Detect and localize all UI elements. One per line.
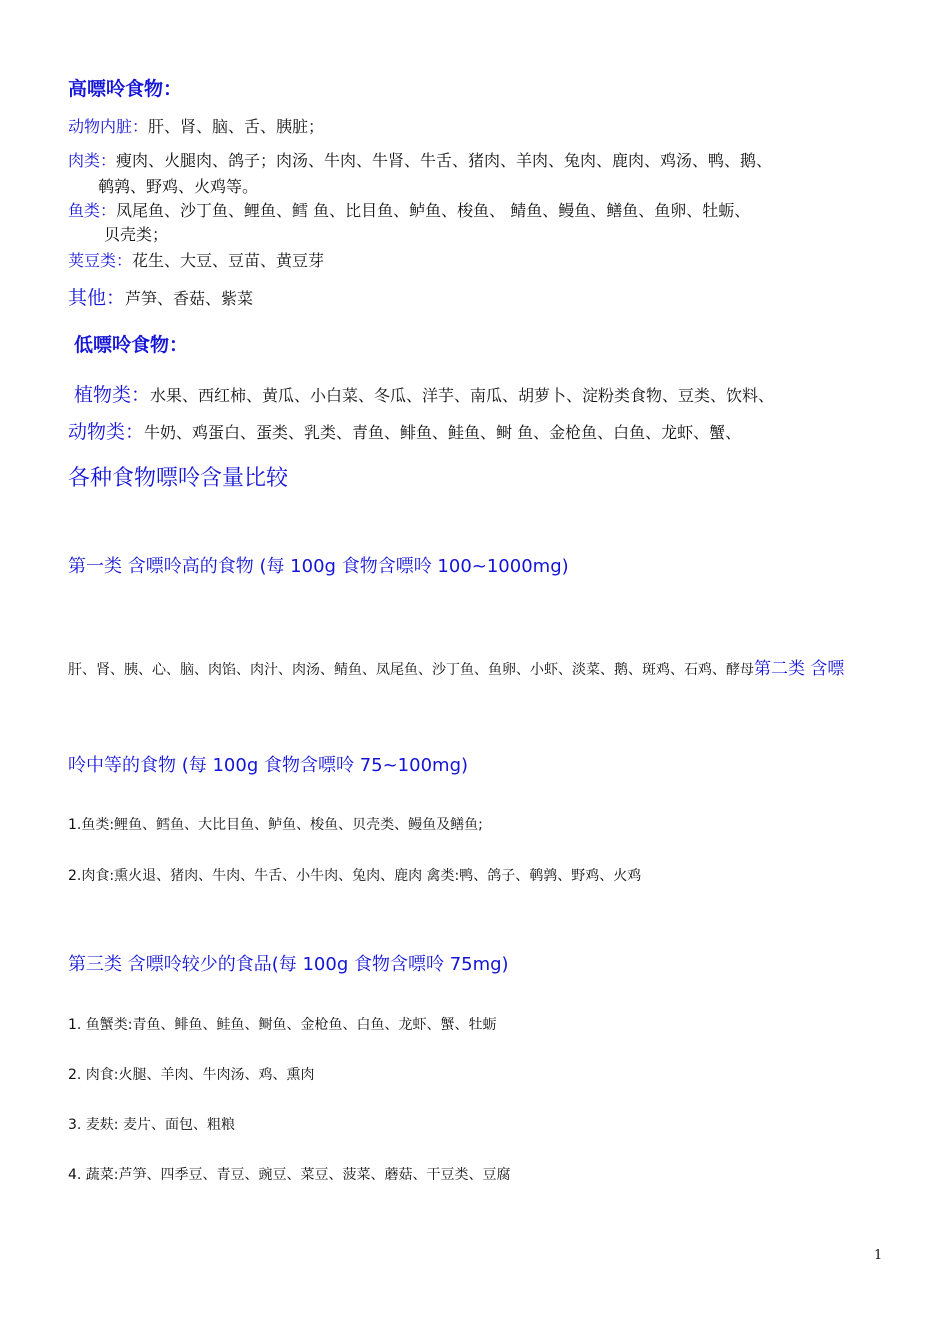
animal-label: 动物类： (68, 421, 145, 443)
fish-text-continued: 贝壳类； (104, 225, 169, 244)
category-1-heading: 第一类 含嘌呤高的食物 (每 100g 食物含嘌呤 100~1000mg) (68, 556, 569, 577)
organs-line (68, 114, 324, 137)
other-text: 芦笋、香菇、紫菜 (125, 289, 254, 308)
fish-text: 凤尾鱼、沙丁鱼、鲤鱼、鳕 鱼、比目鱼、鲈鱼、梭鱼、 鲭鱼、鳗鱼、鳝鱼、鱼卵、牡蛎、 (116, 201, 751, 220)
other-line (68, 283, 253, 310)
category-1-line (68, 654, 844, 679)
category-3-item-4: 4. 蔬菜:芦笋、四季豆、青豆、豌豆、菜豆、菠菜、蘑菇、干豆类、豆腐 (68, 1167, 511, 1183)
plant-text: 水果、西红柿、黄瓜、小白菜、冬瓜、洋芋、南瓜、胡萝卜、淀粉类食物、豆类、饮料、 (150, 386, 775, 405)
plant-label: 植物类： (74, 384, 151, 406)
organs-text: 肝、肾、脑、舌、胰脏； (148, 117, 325, 136)
page-number: 1 (874, 1248, 883, 1263)
beans-label: 荚豆类： (68, 251, 133, 270)
other-label: 其他： (68, 287, 126, 309)
fish-label: 鱼类： (68, 201, 117, 220)
category-3-item-3: 3. 麦麸: 麦片、面包、粗粮 (68, 1117, 235, 1133)
category-2-heading: 呤中等的食物 (每 100g 食物含嘌呤 75~100mg) (68, 755, 469, 776)
meat-label: 肉类： (68, 151, 117, 170)
category-3-heading: 第三类 含嘌呤较少的食品(每 100g 食物含嘌呤 75mg) (68, 954, 509, 975)
meat-line (68, 148, 772, 171)
category-2-heading-start: 第二类 含嘌 (754, 659, 845, 679)
comparison-title: 各种食物嘌呤含量比较 (68, 466, 289, 491)
animal-text: 牛奶、鸡蛋白、蛋类、乳类、青鱼、鲱鱼、鲑鱼、鲥 鱼、金枪鱼、白鱼、龙虾、蟹、 (144, 423, 742, 442)
beans-text: 花生、大豆、豆苗、黄豆芽 (132, 251, 325, 270)
meat-text-continued: 鹌鹑、野鸡、火鸡等。 (98, 177, 259, 196)
low-purine-title: 低嘌呤食物： (74, 334, 189, 356)
plant-line (74, 380, 774, 407)
category-2-item-2: 2.肉食:熏火退、猪肉、牛肉、牛舌、小牛肉、兔肉、鹿肉 禽类:鸭、鸽子、鹌鹑、野鸡、火鸡 (68, 868, 642, 884)
animal-line (68, 417, 741, 444)
high-purine-title: 高嘌呤食物： (68, 78, 183, 100)
organs-label: 动物内脏： (68, 117, 149, 136)
category-2-item-1: 1.鱼类:鲤鱼、鳕鱼、大比目鱼、鲈鱼、梭鱼、贝壳类、鳗鱼及鳝鱼; (68, 817, 483, 833)
meat-text: 瘦肉、火腿肉、鸽子；肉汤、牛肉、牛肾、牛舌、猪肉、羊肉、兔肉、鹿肉、鸡汤、鸭、鹅、 (116, 151, 773, 170)
beans-line (68, 248, 324, 271)
category-1-foods: 肝、肾、胰、心、脑、肉馅、肉汁、肉汤、鲭鱼、凤尾鱼、沙丁鱼、鱼卵、小虾、淡菜、鹅、斑鸡、石鸡、酵母 (68, 662, 754, 678)
category-3-item-1: 1. 鱼蟹类:青鱼、鲱鱼、鲑鱼、鲥鱼、金枪鱼、白鱼、龙虾、蟹、牡蛎 (68, 1017, 497, 1033)
fish-line (68, 198, 750, 221)
category-3-item-2: 2. 肉食:火腿、羊肉、牛肉汤、鸡、熏肉 (68, 1067, 315, 1083)
